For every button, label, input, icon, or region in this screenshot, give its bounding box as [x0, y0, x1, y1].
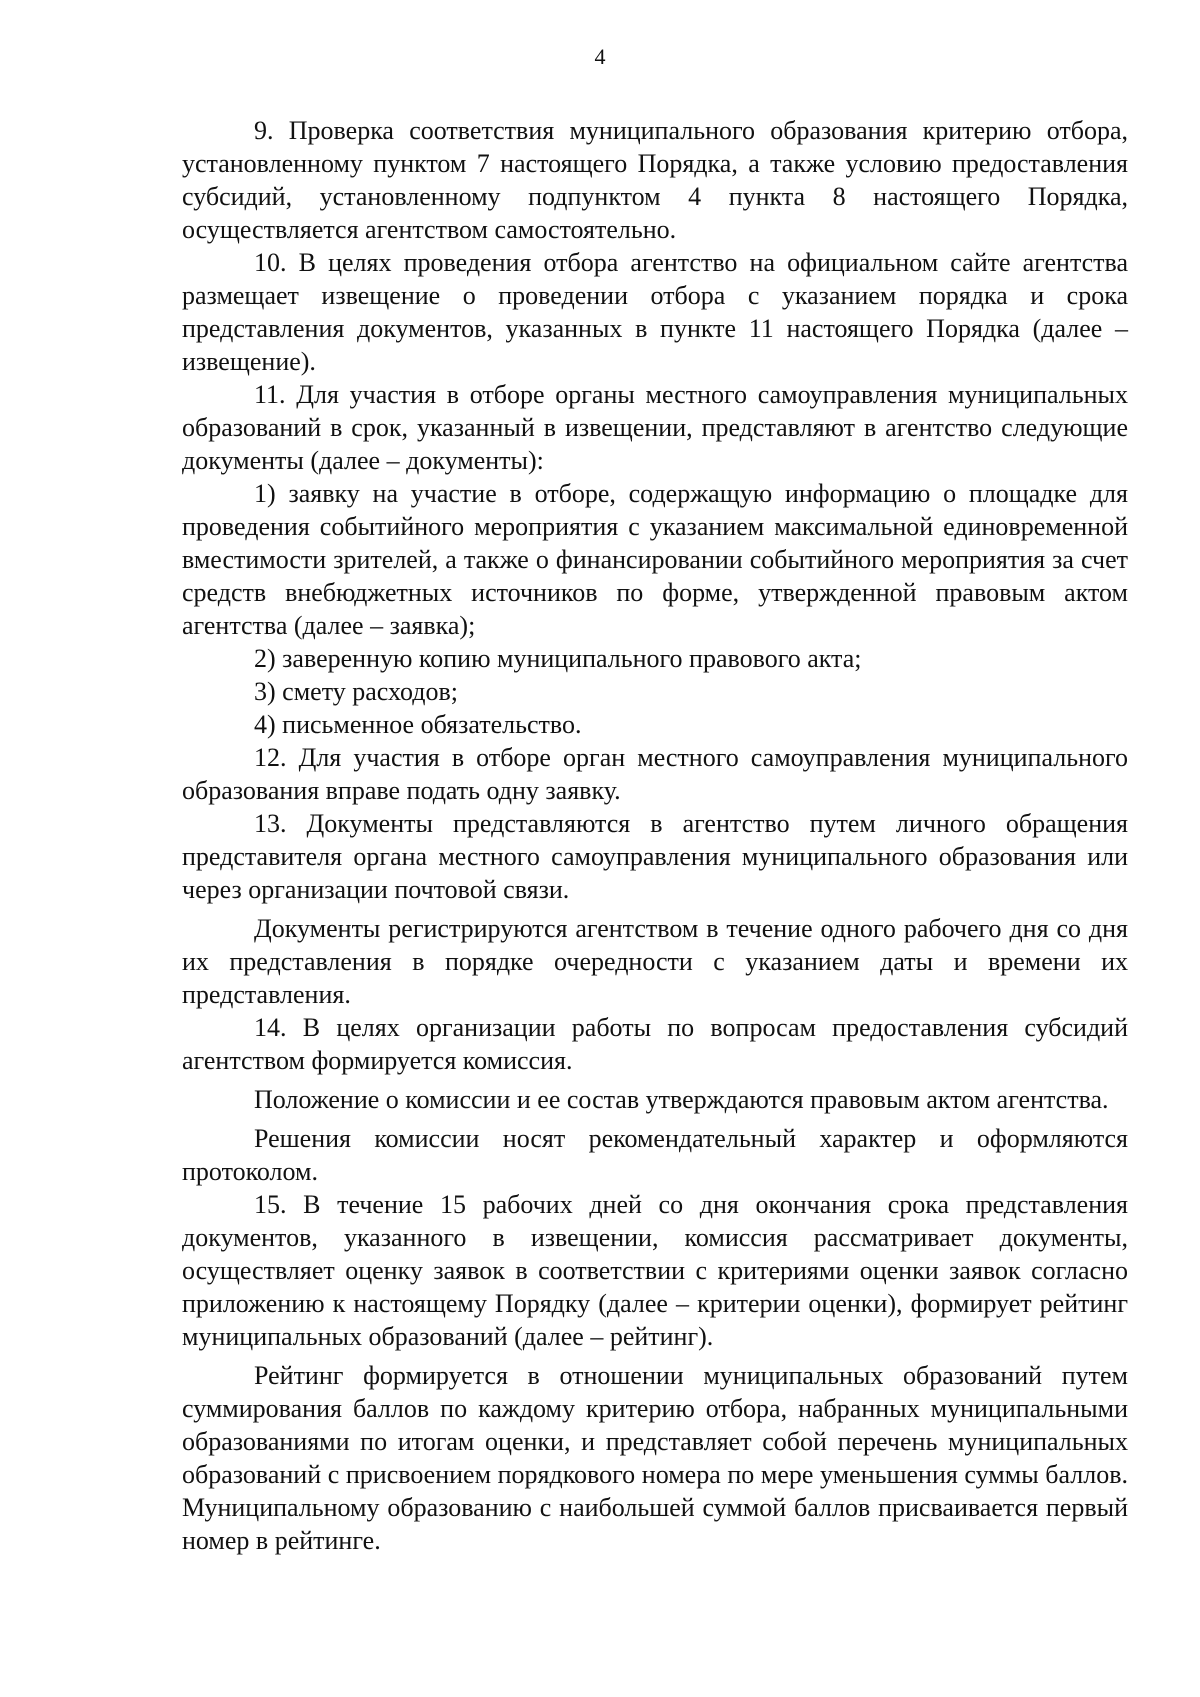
paragraph-11: 11. Для участия в отборе органы местного самоуправления муниципальных образований в срок, указанный в извещении, представляют в агентство следующие документы (далее – документы): [182, 380, 1128, 475]
paragraph-9: 9. Проверка соответствия муниципального образования критерию отбора, установленному пунктом 7 настоящего Порядка, а также условию предоставления субсидий, установленному подпунктом 4 пункта 8 настоящего Порядка, осуществляется агентством самостоятельно. [182, 116, 1128, 244]
paragraph-13-registration: Документы регистрируются агентством в течение одного рабочего дня со дня их представления в порядке очередности с указанием даты и времени их представления. [182, 914, 1128, 1009]
page-number: 4 [594, 44, 606, 69]
paragraph-15-rating: Рейтинг формируется в отношении муниципальных образований путем суммирования баллов по каждому критерию отбора, набранных муниципальными образованиями по итогам оценки, и представляет собой перечень муниципальных образований с присвоением порядкового номера по мере уменьшения суммы баллов. Муниципальному образованию с наибольшей суммой баллов присваивается первый номер в рейтинге. [182, 1361, 1128, 1555]
paragraph-10: 10. В целях проведения отбора агентство на официальном сайте агентства размещает извещение о проведении отбора с указанием порядка и срока представления документов, указанных в пункте 11 настоящего Порядка (далее – извещение). [182, 248, 1128, 376]
paragraph-14-regulation: Положение о комиссии и ее состав утверждаются правовым актом агентства. [254, 1085, 1109, 1114]
paragraph-12: 12. Для участия в отборе орган местного самоуправления муниципального образования вправе подать одну заявку. [182, 743, 1128, 805]
list-item-2: 2) заверенную копию муниципального правового акта; [254, 644, 862, 673]
list-item-1: 1) заявку на участие в отборе, содержащую информацию о площадке для проведения событийного мероприятия с указанием максимальной единовременной вместимости зрителей, а также о финансировании событийного мероприятия за счет средств внебюджетных источников по форме, утвержденной правовым актом агентства (далее – заявка); [182, 479, 1128, 640]
paragraph-13: 13. Документы представляются в агентство путем личного обращения представителя органа местного самоуправления муниципального образования или через организации почтовой связи. [182, 809, 1128, 904]
document-body [182, 114, 1128, 1557]
list-item-3: 3) смету расходов; [254, 677, 458, 706]
paragraph-15: 15. В течение 15 рабочих дней со дня окончания срока представления документов, указанного в извещении, комиссия рассматривает документы, осуществляет оценку заявок в соответствии с критериями оценки заявок согласно приложению к настоящему Порядку (далее – критерии оценки), формирует рейтинг муниципальных образований (далее – рейтинг). [182, 1190, 1128, 1351]
paragraph-14: 14. В целях организации работы по вопросам предоставления субсидий агентством формируется комиссия. [182, 1013, 1128, 1075]
list-item-4: 4) письменное обязательство. [254, 710, 582, 739]
paragraph-14-decisions: Решения комиссии носят рекомендательный характер и оформляются протоколом. [182, 1124, 1128, 1186]
